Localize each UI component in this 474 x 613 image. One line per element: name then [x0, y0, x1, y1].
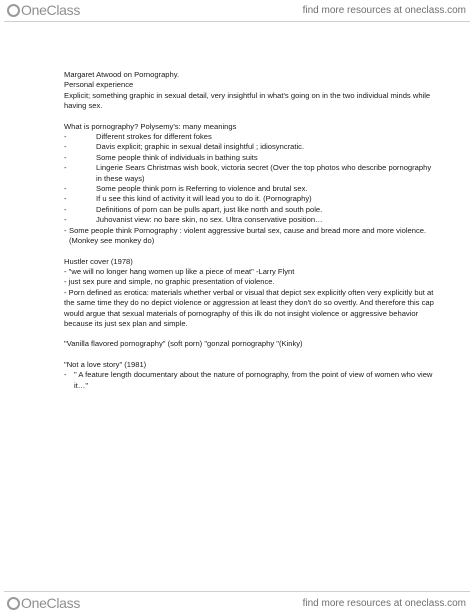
doc-title: Margaret Atwood on Pornography.	[64, 70, 180, 79]
footer-divider	[4, 591, 470, 592]
oneclass-logo[interactable]	[7, 595, 80, 611]
list-item: - Some people think of individuals in bathing suits	[64, 152, 258, 162]
hustler-line: - "we will no longer hang women up like a piece of meat" -Larry Flynt	[64, 266, 295, 276]
feature-quote: - " A feature length documentary about the nature of pornography, from the point of view of women who view it…"	[64, 370, 433, 390]
hustler-heading: Hustler cover (1978)	[64, 256, 133, 266]
list-item: - Some people think Pornography : violent aggressive burtal sex, cause and bread more and more violence. (Monkey see monkey do)	[64, 225, 427, 246]
question-heading: What is pornography? Polysemy's: many meanings	[64, 121, 237, 131]
resources-link[interactable]: find more resources at oneclass.com	[302, 5, 466, 16]
oneclass-logo[interactable]	[7, 2, 80, 18]
love-story-heading: "Not a love story" (1981)	[64, 359, 147, 369]
list-item: - Different strokes for different fokes	[64, 132, 212, 142]
brand-name: OneClass	[21, 2, 81, 18]
list-item: - Definitions of porn can be pulls apart, just like north and south pole.	[64, 204, 323, 214]
vanilla-line: "Vanilla flavored pornography" (soft porn) "gonzal pornography "(Kinky)	[64, 339, 303, 349]
oneclass-ring-icon	[7, 4, 20, 17]
personal-experience: Personal experience	[64, 80, 134, 90]
list-item: - Juhovanist view: no bare skin, no sex. Ultra conservative position…	[64, 215, 323, 225]
oneclass-ring-icon	[7, 597, 20, 610]
resources-link[interactable]: find more resources at oneclass.com	[302, 598, 466, 609]
brand-name: OneClass	[21, 595, 81, 611]
list-item: - If u see this kind of activity it will lead you to do it. (Pornography)	[64, 194, 312, 204]
list-item: - Some people think porn is Referring to violence and brutal sex.	[64, 184, 308, 194]
hustler-line: - just sex pure and simple, no graphic presentation of violence.	[64, 277, 275, 287]
hustler-line: - Porn defined as erotica: materials whether verbal or visual that depict sex explicitly often very explicitly but at the same time they do no depict violence or aggression at least they don't do so overtly. And therefore this cap would argue that sexual materials of pornography of this ilk do not insight violence or aggressive behavior because its just sex plan and simple.	[64, 287, 434, 328]
explicit-paragraph: Explicit; something graphic in sexual detail, very insightful in what's going on in the two individual minds while having sex.	[64, 90, 431, 111]
page-footer	[0, 591, 474, 613]
header-divider	[4, 21, 470, 22]
list-item: - Lingerie Sears Christmas wish book, victoria secret (Over the top photos who describe pornography in these ways)	[64, 163, 432, 183]
list-item: - Davis explicit; graphic in sexual detail insightful ; idiosyncratic.	[64, 142, 305, 152]
document-body	[64, 70, 436, 391]
page-header	[0, 0, 474, 22]
